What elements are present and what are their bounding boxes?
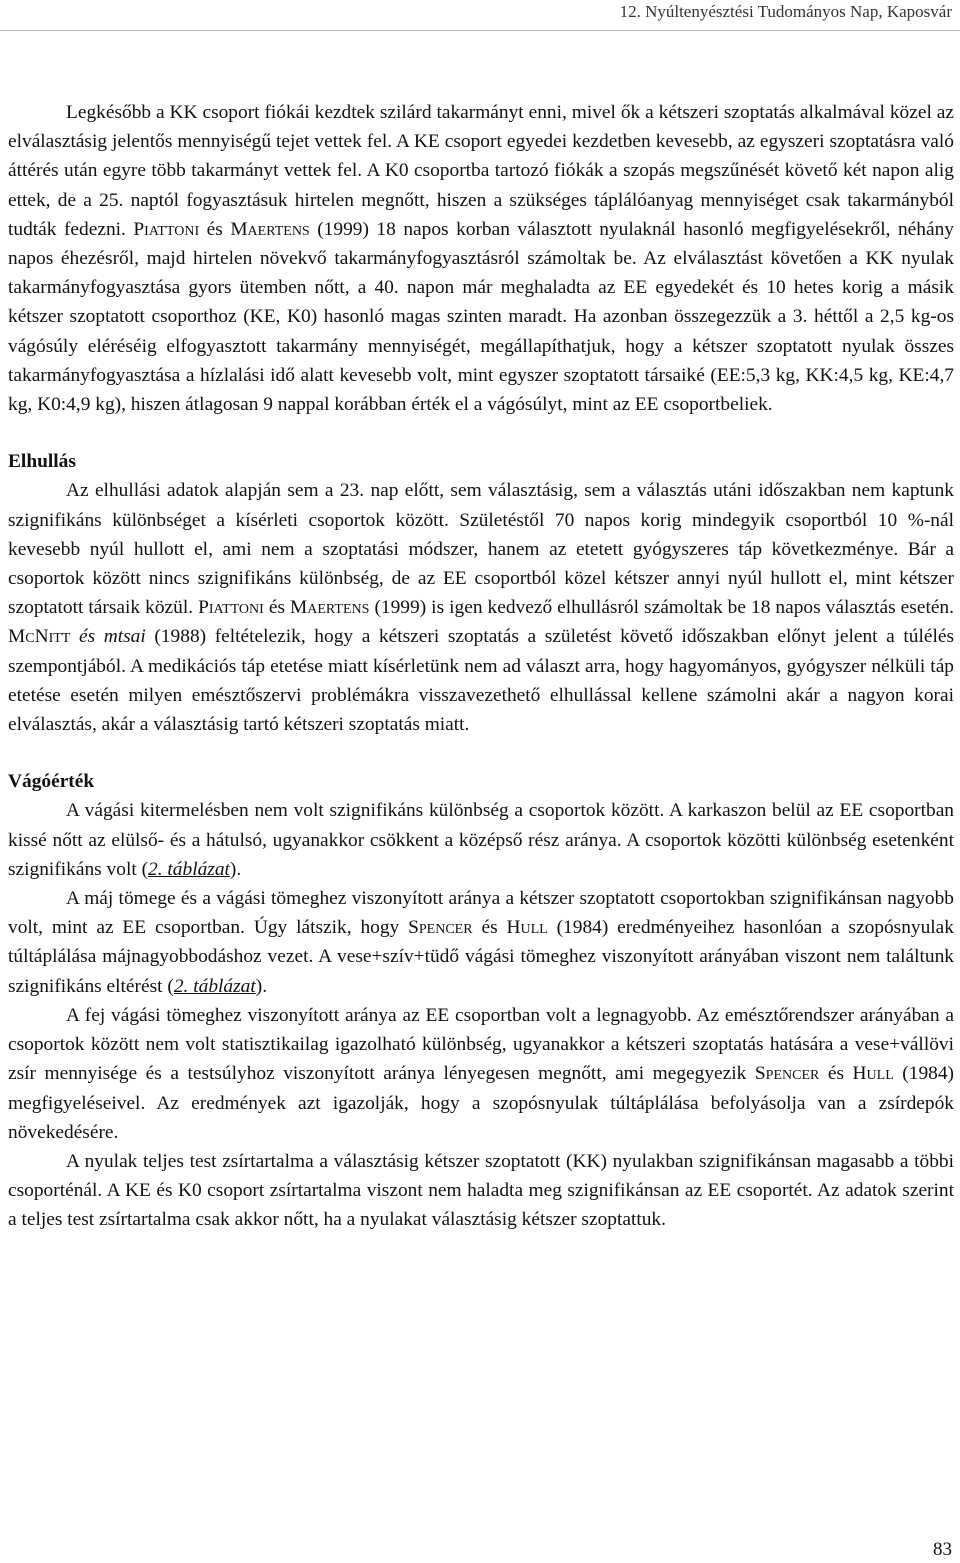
- author-name: Maertens: [290, 597, 370, 619]
- paragraph-liver: A máj tömege és a vágási tömeghez viszonyított aránya a kétszer szoptatott csoportokban szignifikánsan nagyobb volt, mint az EE csoportban. Úgy látszik, hogy Spencer és Hull (1984) eredményeihez hasonlóan a szopósnyulak túltáplálása májnagyobbodáshoz vezet. A vese+szív+tüdő vágási tömeghez viszonyított arányában viszont nem találtunk szignifikáns eltérést (2. táblázat).: [8, 888, 954, 997]
- author-name: Piattoni: [198, 597, 264, 619]
- paragraph-slaughter-yield: A vágási kitermelésben nem volt szignifikáns különbség a csoportok között. A karkaszon belül az EE csoportban kissé nőtt az elülső- és a hátulsó, ugyanakkor csökkent a középső rész aránya. A csoportok közötti különbség esetenként szignifikáns volt (2. táblázat).: [8, 800, 954, 880]
- section-heading-elhullas: Elhullás: [8, 451, 76, 473]
- header-rule: [0, 30, 960, 31]
- author-name: Hull: [852, 1063, 894, 1085]
- page-number: 83: [933, 1539, 952, 1560]
- et-al: és mtsai: [70, 626, 146, 648]
- author-name: Spencer: [408, 917, 473, 939]
- author-name: Piattoni: [133, 218, 200, 240]
- running-header: [0, 2, 952, 26]
- page-body: [8, 98, 954, 1235]
- running-title: 12. Nyúltenyésztési Tudományos Nap, Kaposvár: [619, 2, 952, 21]
- author-name: Maertens: [230, 218, 310, 240]
- author-name: Spencer: [754, 1063, 820, 1085]
- table-reference: 2. táblázat: [173, 975, 256, 997]
- table-reference: 2. táblázat: [148, 858, 230, 880]
- paragraph-fat-content: A nyulak teljes test zsírtartalma a választásig kétszer szoptatott (KK) nyulakban szignifikánsan magasabb a többi csoporténál. A KE és K0 csoport zsírtartalma viszont nem haladta meg szignifikánsan az EE csoportét. Az adatok szerint a teljes test zsírtartalma csak akkor nőtt, ha a nyulakat választásig kétszer szoptattuk.: [8, 1150, 954, 1231]
- author-name: Hull: [506, 917, 548, 939]
- section-heading-vagoertek: Vágóérték: [8, 771, 95, 793]
- author-name: McNitt: [8, 626, 71, 648]
- paragraph-mortality: Az elhullási adatok alapján sem a 23. nap előtt, sem választásig, sem a választás utáni időszakban nem kaptunk szignifikáns különbséget a kísérleti csoportok között. Születéstől 70 napos korig mindegyik csoportból 10 %-nál kevesebb nyúl hullott el, ami nem a szoptatási módszer, hanem az etetett gyógyszeres táp következménye. Bár a csoportok között nincs szignifikáns különbség, de az EE csoportból közel kétszer annyi nyúl hullott el, mint kétszer szoptatott társaik közül. Piattoni és Maertens (1999) is igen kedvező elhullásról számoltak be 18 napos választás esetén. McNitt és mtsai (1988) feltételezik, hogy a kétszeri szoptatás a születést követő időszakban előnyt jelent a túlélés szempontjából. A medikációs táp etetése miatt kísérletünk nem ad választ arra, hogy hagyományos, gyógyszer nélküli táp etetése esetén milyen emésztőszervi problémákra visszavezethető elhullással kellene számolni akár a nagyon korai elválasztás, akár a választásig tartó kétszeri szoptatás miatt.: [8, 480, 954, 736]
- paragraph-feed-intake: Legkésőbb a KK csoport fiókái kezdtek szilárd takarmányt enni, mivel ők a kétszeri szoptatás alkalmával közel az elválasztásig jelentős mennyiségű tejet vettek fel. A KE csoport egyedei kezdetben kevesebb, az egyszeri szoptatásra való áttérés után egyre több takarmányt vettek fel. A K0 csoportba tartozó fiókák a szopás megszűnését követő két napon alig ettek, de a 25. naptól fogyasztásuk hirtelen megnőtt, hiszen a szükséges táplálóanyag mennyiséget csak takarmányból tudták fedezni. Piattoni és Maertens (1999) 18 napos korban választott nyulaknál hasonló megfigyelésekről, néhány napos éhezésről, majd hirtelen növekvő takarmányfogyasztásról számoltak be. Az elválasztást követően a KK nyulak takarmányfogyasztása gyors ütemben nőtt, a 40. napon már meghaladta az EE egyedekét és 10 hetes korig a másik kétszer szoptatott csoporthoz (KE, K0) hasonló magas szinten maradt. Ha azonban összegezzük a 3. héttől a 2,5 kg-os vágósúly eléréséig elfogyasztott takarmány mennyiségét, megállapíthatjuk, hogy a kétszer szoptatott nyulak összes takarmányfogyasztása a hízlalási idő alatt kevesebb volt, mint egyszer szoptatott társaiké (EE:5,3 kg, KK:4,5 kg, KE:4,7 kg, K0:4,9 kg), hiszen átlagosan 9 nappal korábban érték el a vágósúlyt, mint az EE csoportbeliek.: [8, 102, 954, 416]
- paragraph-head-ratio: A fej vágási tömeghez viszonyított aránya az EE csoportban volt a legnagyobb. Az emésztőrendszer arányában a csoportok között nem volt statisztikailag igazolható különbség, ugyanakkor a kétszeri szoptatás hatására a vese+vállövi zsír mennyisége és a testsúlyhoz viszonyított aránya lényegesen megnőtt, ami megegyezik Spencer és Hull (1984) megfigyeléseivel. Az eredmények azt igazolják, hogy a szopósnyulak túltáplálása befolyásolja van a zsírdepók növekedésére.: [8, 1004, 954, 1143]
